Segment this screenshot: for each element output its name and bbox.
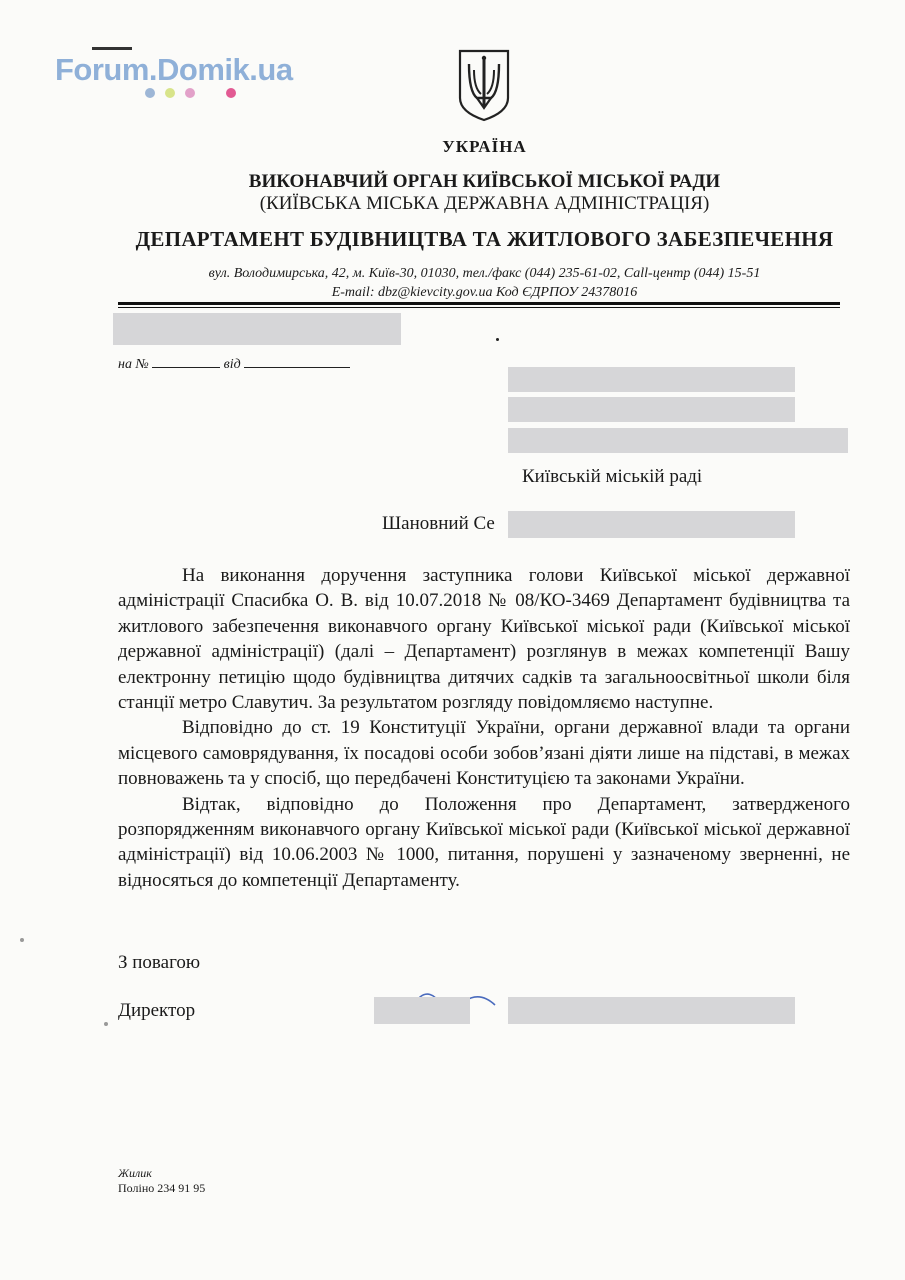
letter-body — [118, 563, 850, 893]
ink-dot — [496, 338, 499, 341]
signatory-title: Директор — [118, 1000, 196, 1021]
country-heading: УКРАЇНА — [442, 137, 527, 156]
trident-coat-of-arms-icon — [457, 48, 511, 122]
department-heading: ДЕПАРТАМЕНТ БУДІВНИЦТВА ТА ЖИТЛОВОГО ЗАБЕЗПЕЧЕННЯ — [135, 227, 834, 251]
address-line: вул. Володимирська, 42, м. Київ-30, 01030, тел./факс (044) 235-61-02, Call-центр (044) 15-51 — [208, 266, 761, 281]
organization-subheading: (КИЇВСЬКА МІСЬКА ДЕРЖАВНА АДМІНІСТРАЦІЯ) — [259, 193, 710, 214]
redacted-salutation-name — [508, 511, 795, 538]
watermark-dot — [165, 88, 175, 98]
executor-name: Жилик — [118, 1166, 152, 1180]
letterhead-rule-thin — [118, 307, 840, 308]
redacted-outgoing-number — [113, 313, 401, 345]
scan-speck — [104, 1022, 108, 1026]
email-line: E-mail: dbz@kievcity.gov.ua Код ЄДРПОУ 24378016 — [331, 285, 638, 300]
redacted-recipient-address — [508, 428, 848, 453]
organization-heading: ВИКОНАВЧИЙ ОРГАН КИЇВСЬКОЇ МІСЬКОЇ РАДИ — [248, 171, 721, 192]
executor-phone: Поліно 234 91 95 — [118, 1181, 206, 1195]
redacted-recipient-name — [508, 367, 795, 392]
body-paragraph: Відповідно до ст. 19 Конституції України, органи державної влади та органи місцевого самоврядування, їх посадові особи зобов’язані діяти лише на підставі, в межах повноважень та у спосіб, що передбачені Конституцією та законами України. — [118, 717, 850, 790]
body-paragraph: На виконання доручення заступника голови Київської міської державної адміністрації Спасибка О. В. від 10.07.2018 № 08/КО-3469 Департамент будівництва та житлового забезпечення виконавчого органу Київської міської ради (Київської міської державної адміністрації) (далі – Департамент) розглянув в межах компетенції Вашу електронну петицію щодо будівництва дитячих садків та загальноосвітньої школи біля станції метро Славутич. За результатом розгляду повідомляємо наступне. — [118, 565, 850, 714]
reference-number-label: на № — [118, 357, 149, 372]
watermark-dot — [145, 88, 155, 98]
reference-line — [118, 355, 350, 373]
redacted-signature — [374, 997, 470, 1024]
reference-date-label: від — [223, 357, 241, 372]
reference-number-blank — [152, 355, 220, 368]
redacted-director-name — [508, 997, 795, 1024]
letterhead-rule-thick — [118, 302, 840, 305]
watermark-logo: Forum.Domik.ua — [55, 52, 293, 87]
watermark-dot — [185, 88, 195, 98]
regards-line: З повагою — [118, 952, 201, 973]
scan-speck — [20, 938, 24, 942]
recipient-line: Київській міській раді — [522, 466, 703, 487]
watermark-dot — [226, 88, 236, 98]
redacted-recipient-line — [508, 397, 795, 422]
body-paragraph: Відтак, відповідно до Положення про Департамент, затвердженого розпорядженням виконавчого органу Київської міської ради (Київської міської державної адміністрації) від 10.06.2003 № 1000, питання, порушені у зазначеному зверненні, не відносяться до компетенції Департаменту. — [118, 793, 850, 891]
watermark-dash — [92, 47, 132, 50]
salutation: Шановний Се — [382, 513, 495, 534]
reference-date-blank — [244, 355, 350, 368]
